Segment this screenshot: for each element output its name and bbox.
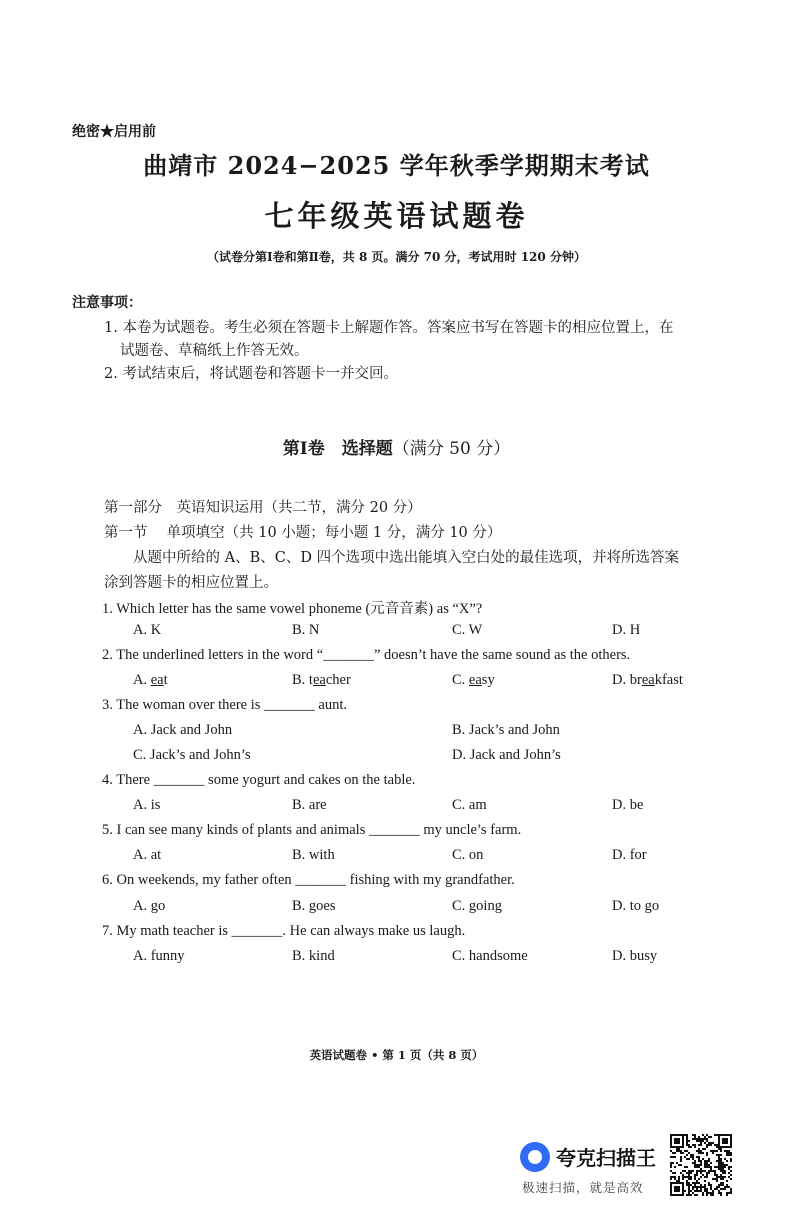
question-3-option-c: C. Jack’s and John’s [133, 747, 251, 763]
paper-title: 七年级英语试题卷 [264, 199, 529, 233]
question-6-option-c: C. going [452, 898, 502, 914]
underlined-letters: ea [150, 672, 164, 688]
question-1-option-b: B. N [292, 622, 320, 638]
exam-title: 曲靖市 2024−2025 学年秋季学期期末考试 [143, 151, 650, 180]
question-4-option-a: A. is [133, 797, 161, 813]
question-2-option-c: C. easy [452, 672, 495, 688]
exam-info: （试卷分第Ⅰ卷和第Ⅱ卷，共 8 页。满分 70 分，考试用时 120 分钟） [207, 250, 586, 264]
notice-heading: 注意事项： [72, 295, 142, 311]
underlined-letters: ea [641, 672, 655, 688]
instructions-line-2: 涂到答题卡的相应位置上。 [104, 575, 278, 591]
question-1-stem: 1. Which letter has the same vowel phoneme (元音音素) as “X”? [102, 601, 483, 617]
question-4-option-c: C. am [452, 797, 487, 813]
question-7-option-a: A. funny [133, 948, 185, 964]
section-title [0, 434, 793, 459]
underlined-letters: ea [312, 672, 326, 688]
section-title-main: 第Ⅰ卷 选择题 [282, 439, 393, 459]
question-5-option-d: D. for [612, 847, 647, 863]
question-6-stem: 6. On weekends, my father often _______ fishing with my grandfather. [102, 872, 515, 888]
question-1-option-c: C. W [452, 622, 483, 638]
page-footer: 英语试题卷 • 第 1 页（共 8 页） [309, 1048, 484, 1062]
subsection-heading: 第一节 单项填空（共 10 小题；每小题 1 分，满分 10 分） [104, 525, 502, 541]
question-2-stem: 2. The underlined letters in the word “_______” doesn’t have the same sound as the others. [102, 647, 631, 663]
question-7-stem: 7. My math teacher is _______. He can always make us laugh. [102, 923, 466, 939]
brand-name: 夸克扫描王 [556, 1146, 656, 1170]
question-2-option-d: D. breakfast [612, 672, 683, 688]
instructions-line-1: 从题中所给的 A、B、C、D 四个选项中选出能填入空白处的最佳选项，并将所选答案 [133, 550, 680, 566]
question-5-option-a: A. at [133, 847, 162, 863]
question-3-option-b: B. Jack’s and John [452, 722, 560, 738]
question-3-stem: 3. The woman over there is _______ aunt. [102, 697, 347, 713]
question-4-option-d: D. be [612, 797, 644, 813]
question-6-option-b: B. goes [292, 898, 336, 914]
question-3-option-d: D. Jack and John’s [452, 747, 561, 763]
notice-item-1-cont: 试题卷、草稿纸上作答无效。 [120, 343, 309, 359]
quark-logo-icon [520, 1142, 550, 1172]
question-7-option-b: B. kind [292, 948, 335, 964]
question-5-stem: 5. I can see many kinds of plants and animals _______ my uncle’s farm. [102, 822, 522, 838]
question-2-option-a: A. eat [133, 672, 168, 688]
question-4-option-b: B. are [292, 797, 327, 813]
question-5-option-b: B. with [292, 847, 335, 863]
question-4-stem: 4. There _______ some yogurt and cakes on the table. [102, 772, 416, 788]
question-1-option-a: A. K [133, 622, 162, 638]
question-2-option-b: B. teacher [292, 672, 351, 688]
underlined-letters: ea [468, 672, 482, 688]
section-title-score: （满分 50 分） [392, 439, 511, 459]
notice-item-1: 1. 本卷为试题卷。考生必须在答题卡上解题作答。答案应书写在答题卡的相应位置上，在 [104, 320, 674, 336]
part-heading: 第一部分 英语知识运用（共二节，满分 20 分） [104, 500, 422, 516]
question-7-option-d: D. busy [612, 948, 658, 964]
question-1-option-d: D. H [612, 622, 641, 638]
question-3-option-a: A. Jack and John [133, 722, 233, 738]
confidential-label: 绝密★启用前 [72, 124, 156, 140]
question-5-option-c: C. on [452, 847, 484, 863]
qr-code-icon [670, 1134, 732, 1196]
question-6-option-a: A. go [133, 898, 166, 914]
notice-item-2: 2. 考试结束后，将试题卷和答题卡一并交回。 [104, 366, 398, 382]
brand-slogan: 极速扫描，就是高效 [522, 1180, 644, 1195]
scanner-watermark [520, 1138, 665, 1200]
question-7-option-c: C. handsome [452, 948, 528, 964]
question-6-option-d: D. to go [612, 898, 660, 914]
